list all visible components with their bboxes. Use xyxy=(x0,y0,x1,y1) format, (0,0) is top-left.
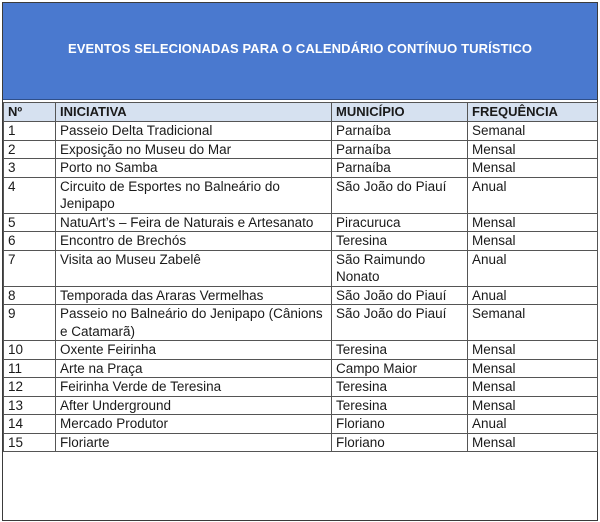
cell-frequencia: Mensal xyxy=(468,396,598,415)
cell-no: 6 xyxy=(4,232,56,251)
table-row xyxy=(4,177,598,213)
cell-municipio: São João do Piauí xyxy=(332,177,468,213)
cell-municipio: Parnaíba xyxy=(332,122,468,141)
cell-iniciativa: Oxente Feirinha xyxy=(56,341,332,360)
cell-municipio: Parnaíba xyxy=(332,159,468,178)
title-banner xyxy=(3,3,597,100)
cell-frequencia: Anual xyxy=(468,250,598,286)
cell-frequencia: Mensal xyxy=(468,159,598,178)
cell-iniciativa: Encontro de Brechós xyxy=(56,232,332,251)
cell-iniciativa: Mercado Produtor xyxy=(56,415,332,434)
cell-municipio: Parnaíba xyxy=(332,140,468,159)
table-row xyxy=(4,213,598,232)
cell-frequencia: Mensal xyxy=(468,433,598,452)
table-row xyxy=(4,341,598,360)
table-title: EVENTOS SELECIONADAS PARA O CALENDÁRIO CONTÍNUO TURÍSTICO xyxy=(67,40,533,56)
cell-municipio: Teresina xyxy=(332,396,468,415)
table-header xyxy=(4,103,598,122)
cell-iniciativa: Circuito de Esportes no Balneário do Jenipapo xyxy=(56,177,332,213)
cell-no: 8 xyxy=(4,286,56,305)
cell-frequencia: Mensal xyxy=(468,341,598,360)
cell-frequencia: Anual xyxy=(468,286,598,305)
table-row xyxy=(4,250,598,286)
cell-frequencia: Mensal xyxy=(468,213,598,232)
table-row xyxy=(4,140,598,159)
cell-no: 13 xyxy=(4,396,56,415)
cell-municipio: Campo Maior xyxy=(332,359,468,378)
cell-municipio: Floriano xyxy=(332,415,468,434)
header-iniciativa: INICIATIVA xyxy=(56,103,332,122)
table-row xyxy=(4,433,598,452)
cell-iniciativa: NatuArt’s – Feira de Naturais e Artesanato xyxy=(56,213,332,232)
cell-frequencia: Mensal xyxy=(468,378,598,397)
cell-no: 15 xyxy=(4,433,56,452)
cell-iniciativa: Floriarte xyxy=(56,433,332,452)
cell-no: 5 xyxy=(4,213,56,232)
cell-municipio: Teresina xyxy=(332,232,468,251)
cell-iniciativa: Porto no Samba xyxy=(56,159,332,178)
cell-iniciativa: Temporada das Araras Vermelhas xyxy=(56,286,332,305)
cell-no: 1 xyxy=(4,122,56,141)
cell-frequencia: Mensal xyxy=(468,232,598,251)
cell-iniciativa: Passeio no Balneário do Jenipapo (Cânions e Catamarã) xyxy=(56,305,332,341)
cell-frequencia: Mensal xyxy=(468,359,598,378)
cell-municipio: Teresina xyxy=(332,378,468,397)
table-body xyxy=(4,122,598,452)
cell-no: 10 xyxy=(4,341,56,360)
cell-iniciativa: After Underground xyxy=(56,396,332,415)
cell-no: 7 xyxy=(4,250,56,286)
table-row xyxy=(4,359,598,378)
cell-no: 4 xyxy=(4,177,56,213)
cell-municipio: Floriano xyxy=(332,433,468,452)
cell-frequencia: Semanal xyxy=(468,305,598,341)
cell-no: 11 xyxy=(4,359,56,378)
cell-frequencia: Anual xyxy=(468,415,598,434)
table-row xyxy=(4,415,598,434)
cell-municipio: Piracuruca xyxy=(332,213,468,232)
table-row xyxy=(4,159,598,178)
cell-frequencia: Semanal xyxy=(468,122,598,141)
header-row xyxy=(4,103,598,122)
header-frequencia: FREQUÊNCIA xyxy=(468,103,598,122)
cell-iniciativa: Passeio Delta Tradicional xyxy=(56,122,332,141)
cell-no: 12 xyxy=(4,378,56,397)
events-table xyxy=(3,102,598,452)
cell-no: 14 xyxy=(4,415,56,434)
cell-no: 2 xyxy=(4,140,56,159)
table-row xyxy=(4,286,598,305)
cell-no: 3 xyxy=(4,159,56,178)
cell-iniciativa: Exposição no Museu do Mar xyxy=(56,140,332,159)
table-row xyxy=(4,122,598,141)
cell-iniciativa: Arte na Praça xyxy=(56,359,332,378)
table-row xyxy=(4,378,598,397)
table-row xyxy=(4,396,598,415)
cell-frequencia: Anual xyxy=(468,177,598,213)
cell-iniciativa: Feirinha Verde de Teresina xyxy=(56,378,332,397)
cell-municipio: São João do Piauí xyxy=(332,305,468,341)
table-row xyxy=(4,305,598,341)
cell-frequencia: Mensal xyxy=(468,140,598,159)
header-municipio: MUNICÍPIO xyxy=(332,103,468,122)
cell-municipio: Teresina xyxy=(332,341,468,360)
cell-iniciativa: Visita ao Museu Zabelê xyxy=(56,250,332,286)
cell-municipio: São João do Piauí xyxy=(332,286,468,305)
header-no: Nº xyxy=(4,103,56,122)
cell-no: 9 xyxy=(4,305,56,341)
cell-municipio: São Raimundo Nonato xyxy=(332,250,468,286)
table-row xyxy=(4,232,598,251)
